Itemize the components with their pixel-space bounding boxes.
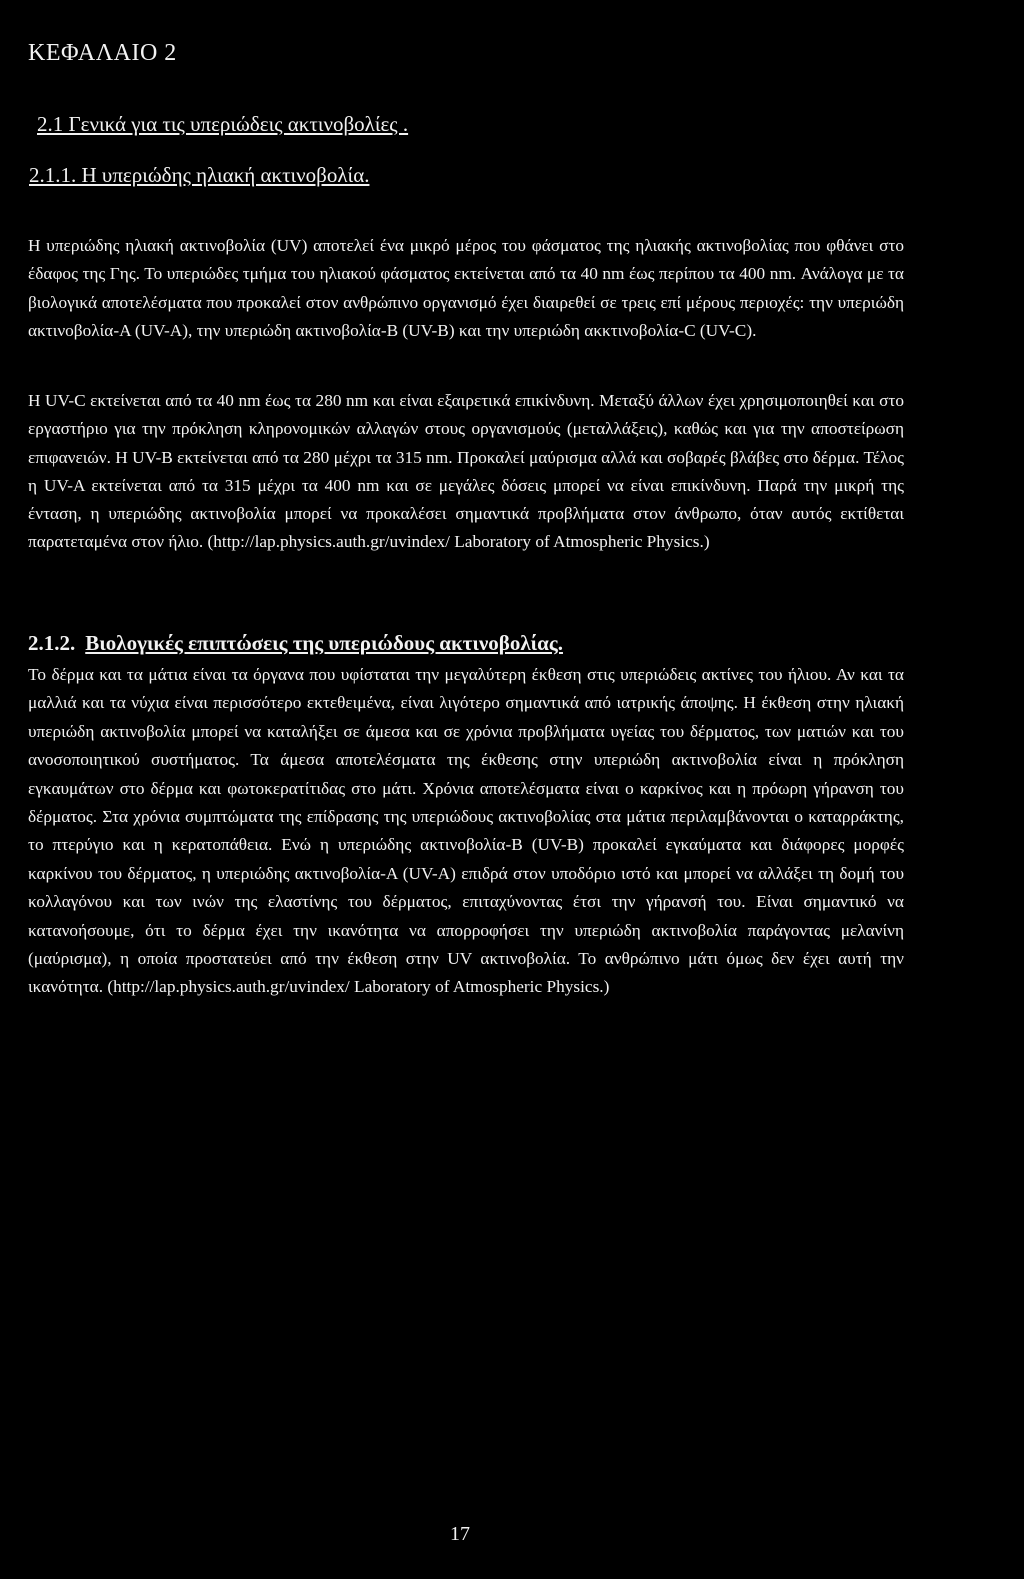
section-heading: 2.1 Γενικά για τις υπεριώδεις ακτινοβολίες . [37, 112, 409, 136]
subsection-2-heading [28, 631, 563, 656]
subsection-1-heading: 2.1.1. Η υπεριώδης ηλιακή ακτινοβολία. [29, 163, 370, 187]
subsection-2-paragraph: Το δέρμα και τα μάτια είναι τα όργανα που υφίσταται την μεγαλύτερη έκθεση στις υπεριώδεις ακτίνες του ήλιου. Αν και τα μαλλιά και τα νύχια είναι περισσότερο εκτεθειμένα, είναι λιγότερο σημαντικά από ιατρικής άποψης. Η έκθεση στην ηλιακή υπεριώδη ακτινοβολία μπορεί να καταλήξει σε άμεσα και σε χρόνια προβλήματα υγείας του δέρματος, των ματιών και του ανοσοποιητικού συστήματος. Τα άμεσα αποτελέσματα της έκθεσης στην υπεριώδη ακτινοβολία είναι η πρόκληση εγκαυμάτων στο δέρμα και φωτοκερατίτιδας στο μάτι. Χρόνια αποτελέσματα είναι ο καρκίνος και η πρόωρη γήρανση του δέρματος. Στα χρόνια συμπτώματα της επίδρασης της υπεριώδους ακτινοβολίας στα μάτια περιλαμβάνονται ο καταρράκτης, το πτερύγιο και η κερατοπάθεια. Ενώ η υπεριώδης ακτινοβολία-B (UV-B) προκαλεί εγκαύματα και διάφορες μορφές καρκίνου του δέρματος, η υπεριώδης ακτινοβολία-A (UV-A) επιδρά στον υποδόριο ιστό και μπορεί να αλλάξει τη δομή του κολλαγόνου και των ινών της ελαστίνης του δέρματος, επιταχύνοντας έτσι την γήρανσή του. Είναι σημαντικό να κατανοήσουμε, ότι το δέρμα έχει την ικανότητα να απορροφήσει την υπεριώδη ακτινοβολία παράγοντας μελανίνη (μαύρισμα), η οποία προστατεύει από την έκθεση στην UV ακτινοβολία. Το ανθρώπινο μάτι όμως δεν έχει αυτή την ικανότητα. (http://lap.physics.auth.gr/uvindex/ Laboratory of Atmospheric Physics.) [28, 665, 904, 997]
chapter-title: ΚΕΦΑΛΑΙΟ 2 [28, 40, 177, 66]
subsection-1-paragraph-1: Η υπεριώδης ηλιακή ακτινοβολία (UV) αποτελεί ένα μικρό μέρος του φάσματος της ηλιακής ακτινοβολίας που φθάνει στο έδαφος της Γης. Το υπεριώδες τμήμα του ηλιακού φάσματος εκτείνεται από τα 40 nm έως περίπου τα 400 nm. Ανάλογα με τα βιολογικά αποτελέσματα που προκαλεί στον ανθρώπινο οργανισμό έχει διαιρεθεί σε τρεις επί μέρους περιοχές: την υπεριώδη ακτινοβολία-A (UV-A), την υπεριώδη ακτινοβολία-B (UV-B) και την υπεριώδη ακκτινοβολία-C (UV-C). [28, 236, 904, 340]
subsection-2-number: 2.1.2. [28, 631, 76, 655]
page-number: 17 [450, 1523, 470, 1545]
subsection-1-paragraph-2: Η UV-C εκτείνεται από τα 40 nm έως τα 280 nm και είναι εξαιρετικά επικίνδυνη. Μεταξύ άλλων έχει χρησιμοποιηθεί και στο εργαστήριο για την πρόκληση κληρονομικών αλλαγών στους οργανισμούς (μεταλλάξεις), καθώς και για την αποστείρωση επιφανειών. Η UV-B εκτείνεται από τα 280 μέχρι τα 315 nm. Προκαλεί μαύρισμα αλλά και σοβαρές βλάβες στο δέρμα. Τέλος η UV-A εκτείνεται από τα 315 μέχρι τα 400 nm και σε μεγάλες δόσεις μπορεί να είναι επικίνδυνη. Παρά την μικρή της ένταση, η υπεριώδης ακτινοβολία μπορεί να προκαλέσει σημαντικά προβλήματα στον άνθρωπο, όταν αυτός εκτίθεται παρατεταμένα στον ήλιο. (http://lap.physics.auth.gr/uvindex/ Laboratory of Atmospheric Physics.) [28, 391, 904, 552]
subsection-2-title: Βιολογικές επιπτώσεις της υπεριώδους ακτινοβολίας. [85, 631, 563, 655]
